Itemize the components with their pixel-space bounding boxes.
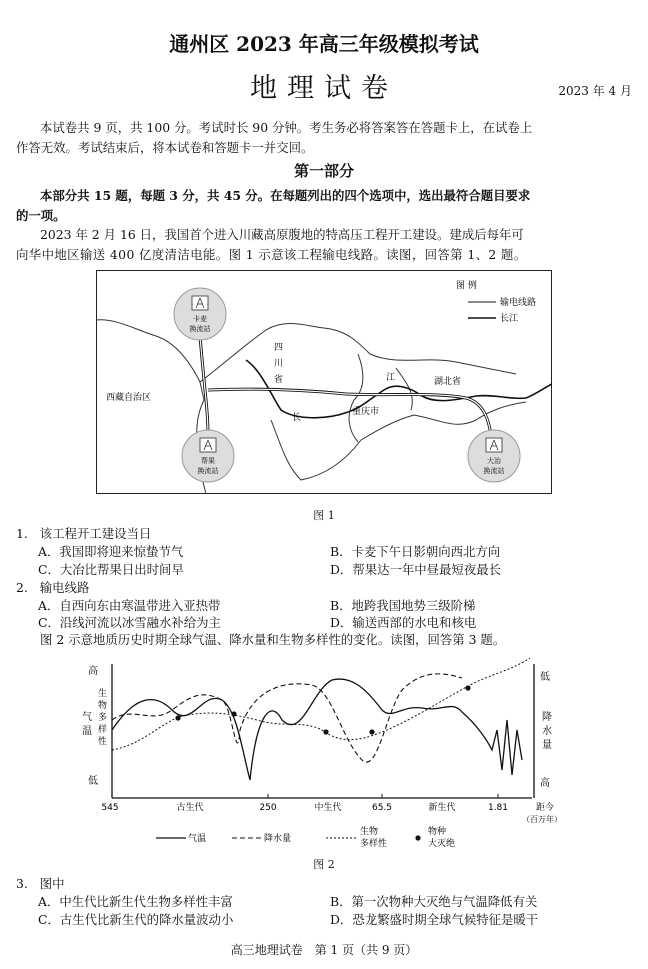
question-2-number: 2. [16, 580, 28, 595]
y-right-label-3: 量 [542, 740, 552, 751]
y-right-label-2: 水 [542, 726, 552, 737]
era-paleozoic: 古生代 [176, 803, 204, 813]
tick-label-65-5: 65.5 [371, 803, 393, 813]
label-sichuan-3: 省 [274, 375, 284, 385]
station-kamai [174, 288, 226, 340]
y-left-bio-4: 样 [98, 725, 108, 735]
context-line-2: 向华中地区输送 400 亿度清洁电能。图 1 示意该工程输电线路。读图，回答第 1、2 题。 [16, 247, 527, 262]
extinction-point-2 [231, 711, 236, 716]
legend-ext-label-2: 大灭绝 [428, 839, 456, 849]
question-1-option-a: A．我国即将迎来惊蛰节气 [38, 544, 184, 559]
question-1 [16, 524, 151, 542]
y-left-temp-2: 温 [82, 726, 92, 737]
y-left-temp-1: 气 [82, 712, 92, 723]
y-right-low: 低 [540, 672, 550, 683]
tick-label-545: 545 [101, 803, 119, 813]
label-tibet: 西藏自治区 [106, 393, 152, 403]
station-bangguo [182, 430, 234, 482]
legend-line-label: 输电线路 [500, 298, 537, 308]
part1-intro [16, 186, 634, 226]
figure2-intro: 图 2 示意地质历史时期全球气温、降水量和生物多样性的变化。读图，回答第 3 题。 [40, 632, 506, 647]
question-1-option-d: D．帮果达一年中昼最短夜最长 [330, 562, 502, 577]
legend-bio-label-1: 生物 [360, 827, 379, 837]
question-2-stem: 输电线路 [39, 580, 90, 595]
instructions-line-2: 作答无效。考试结束后，将本试卷和答题卡一并交回。 [16, 140, 314, 155]
y-left-bio-2: 物 [98, 701, 108, 711]
exam-subtitle: 地理试卷 [250, 73, 398, 104]
station-daye-type: 换流站 [483, 467, 505, 475]
figure2-chart [82, 650, 562, 854]
instructions-line-1: 本试卷共 9 页，共 100 分。考试时长 90 分钟。考生务必将答案答在答题卡上，在试卷上 [40, 120, 533, 135]
exam-title: 通州区 2023 年高三年级模拟考试 [169, 32, 479, 56]
question-1-option-b: B．卡麦下午日影朝向西北方向 [330, 544, 501, 559]
question-3-stem: 图中 [39, 876, 65, 891]
curve-temperature [112, 679, 522, 780]
station-daye [468, 430, 520, 482]
y-left-low: 低 [88, 776, 98, 787]
question-3-option-d: D．恐龙繁盛时期全球气候特征是暖干 [330, 912, 539, 927]
y-left-bio-1: 生 [98, 689, 108, 699]
legend-river-label: 长江 [500, 314, 519, 324]
part1-intro-line-2: 的一项。 [16, 208, 66, 223]
tick-label-1-81: 1.81 [487, 803, 509, 813]
label-jiang: 江 [386, 373, 396, 383]
question-3-option-c: C．古生代比新生代的降水量波动小 [38, 912, 234, 927]
label-sichuan-2: 川 [274, 359, 284, 369]
curve-biodiversity [112, 658, 530, 750]
extinction-point-1 [175, 715, 180, 720]
legend-extinction-swatch [415, 835, 420, 840]
label-chang: 长 [292, 413, 302, 423]
question-1-stem: 该工程开工建设当日 [39, 526, 152, 541]
y-left-bio-3: 多 [98, 713, 108, 723]
extinction-point-5 [465, 685, 470, 690]
tick-label-250: 250 [259, 803, 277, 813]
tick-label-now: 距今 [536, 803, 555, 813]
label-sichuan-1: 四 [274, 343, 284, 353]
legend-bio-label-2: 多样性 [360, 839, 388, 849]
label-chongqing: 重庆市 [352, 407, 380, 417]
y-left-bio-5: 性 [98, 737, 108, 747]
figure1-caption: 图 1 [313, 509, 335, 522]
label-hubei: 湖北省 [434, 377, 462, 387]
exam-date: 2023 年 4 月 [558, 84, 632, 98]
tick-unit: （百万年） [522, 815, 562, 824]
station-kamai-name: 卡麦 [193, 315, 207, 323]
figure1-map [96, 270, 552, 494]
y-right-label-1: 降 [542, 712, 552, 723]
question-2-option-b: B．地跨我国地势三级阶梯 [330, 598, 476, 613]
station-kamai-type: 换流站 [189, 325, 211, 333]
station-bangguo-name: 帮果 [201, 457, 215, 465]
extinction-point-4 [369, 729, 374, 734]
page-footer: 高三地理试卷 第 1 页（共 9 页） [230, 943, 418, 957]
question-2-option-c: C．沿线河流以冰雪融水补给为主 [38, 615, 221, 630]
question-2-option-a: A．自西向东由寒温带进入亚热带 [38, 598, 221, 613]
question-3-option-b: B．第一次物种大灭绝与气温降低有关 [330, 894, 538, 909]
station-bangguo-type: 换流站 [197, 467, 219, 475]
instructions [16, 118, 634, 158]
context-line-1: 2023 年 2 月 16 日，我国首个进入川藏高原腹地的特高压工程开工建设。建成后每年可 [40, 227, 524, 242]
figure2-caption: 图 2 [313, 858, 335, 871]
y-right-high: 高 [540, 778, 550, 789]
question-3-option-a: A．中生代比新生代生物多样性丰富 [38, 894, 233, 909]
question-1-number: 1. [16, 526, 28, 541]
y-left-high: 高 [88, 666, 98, 677]
part1-intro-line-1: 本部分共 15 题，每题 3 分，共 45 分。在每题列出的四个选项中，选出最符合题目要求 [40, 188, 531, 203]
part1-heading: 第一部分 [293, 162, 354, 180]
question-2 [16, 578, 89, 596]
extinction-point-3 [323, 729, 328, 734]
question-3-number: 3. [16, 876, 28, 891]
question-2-option-d: D．输送西部的水电和核电 [330, 615, 477, 630]
era-cenozoic: 新生代 [428, 803, 456, 813]
question-3 [16, 874, 65, 892]
question-1-option-c: C．大冶比帮果日出时间早 [38, 562, 184, 577]
legend-title: 图 例 [456, 281, 477, 291]
curve-precipitation [112, 674, 462, 762]
era-mesozoic: 中生代 [314, 803, 342, 813]
legend-ext-label-1: 物种 [428, 827, 447, 837]
station-daye-name: 大冶 [487, 457, 501, 465]
legend-precip-label: 降水量 [264, 834, 292, 844]
legend-temp-label: 气温 [188, 834, 207, 844]
part1-context [16, 225, 634, 265]
